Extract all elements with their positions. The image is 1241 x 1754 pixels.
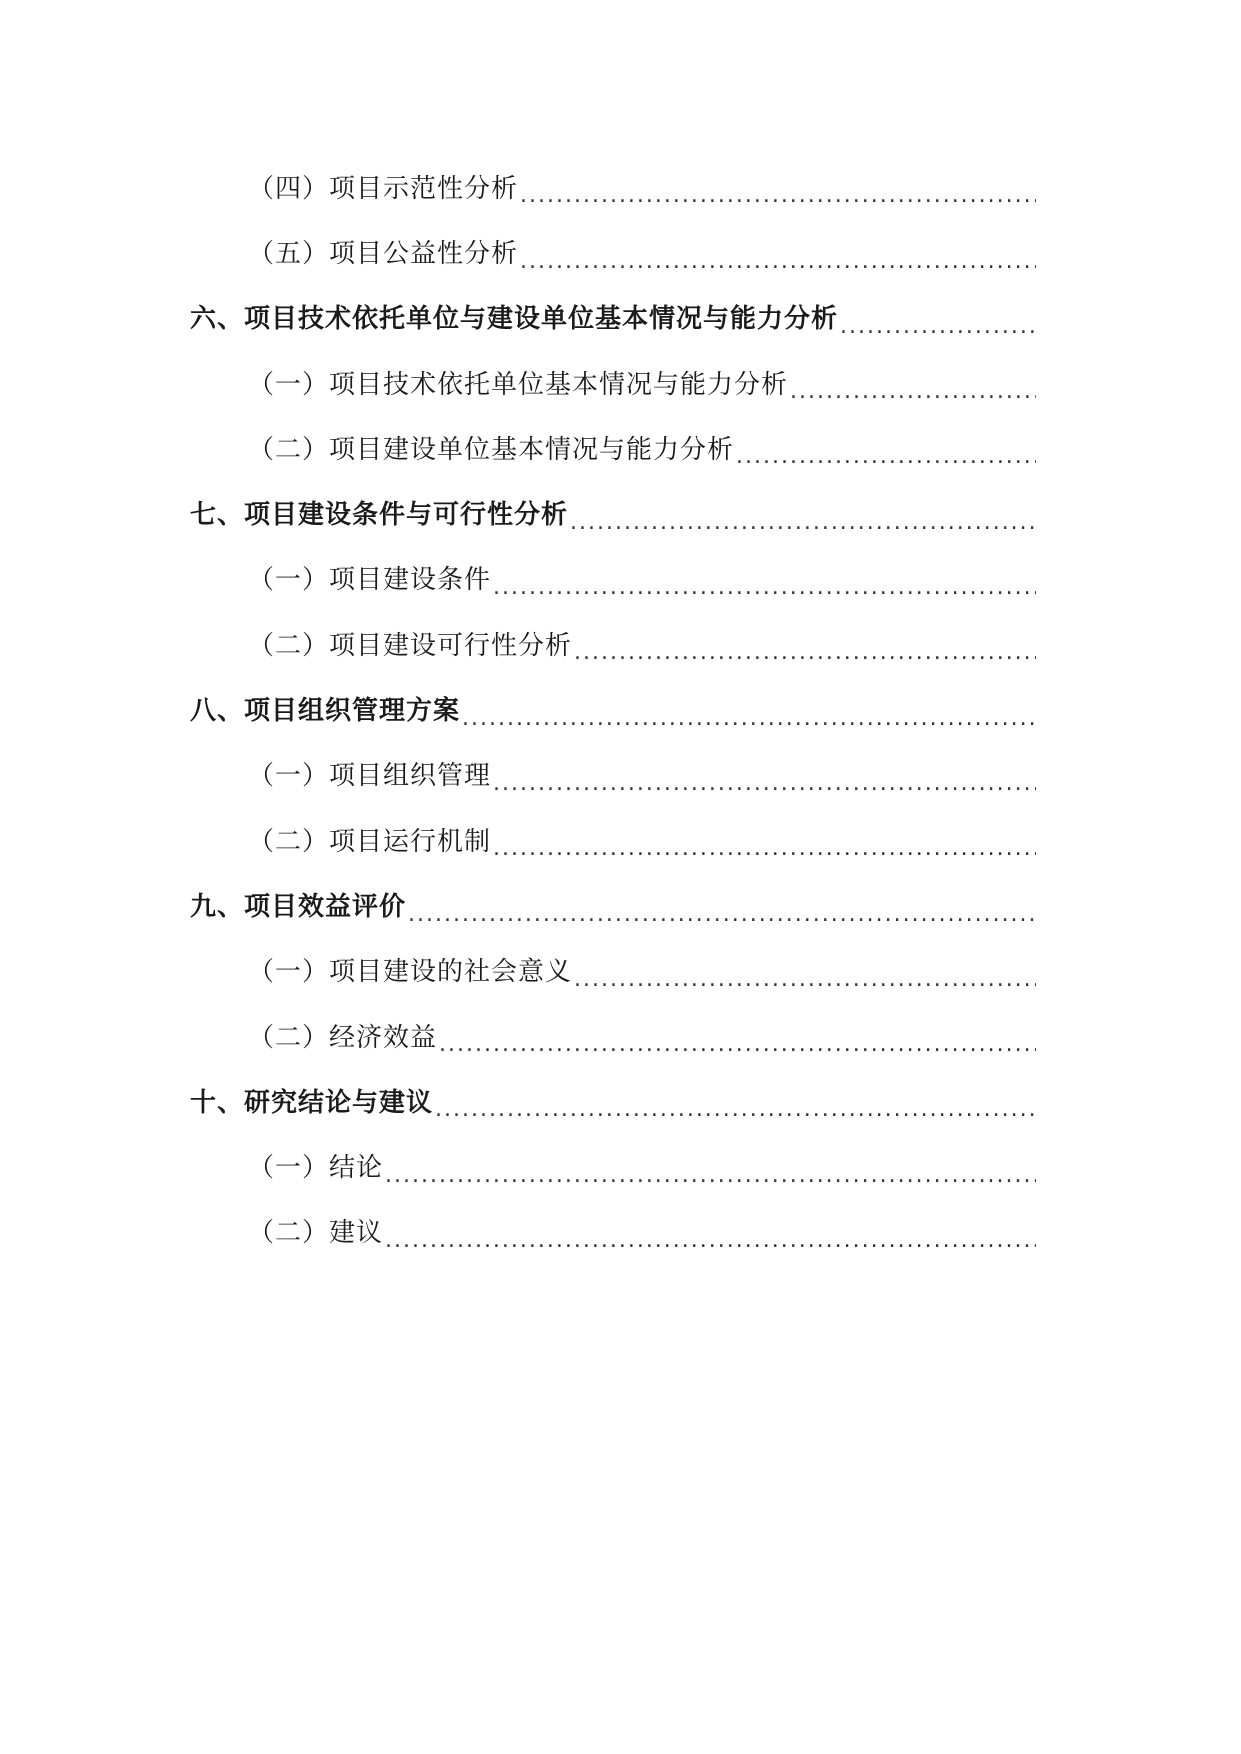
toc-entry-label: （四）项目示范性分析	[248, 173, 519, 204]
toc-entry-label: （二）项目建设单位基本情况与能力分析	[248, 434, 735, 465]
toc-entry[interactable]	[190, 1201, 1036, 1266]
dot-leader	[462, 708, 1036, 744]
dot-leader	[439, 1034, 1036, 1070]
toc-entry-label: （二）项目运行机制	[248, 826, 492, 857]
toc-entry-label: 八、项目组织管理方案	[190, 696, 461, 727]
toc-entry-label: （一）项目建设的社会意义	[248, 957, 573, 988]
toc-section-heading[interactable]	[190, 1070, 1036, 1135]
toc-entry[interactable]	[190, 940, 1036, 1005]
toc-entry-label: （一）项目技术依托单位基本情况与能力分析	[248, 369, 789, 400]
dot-leader	[493, 773, 1036, 809]
toc-entry-label: （一）项目建设条件	[248, 565, 492, 596]
dot-leader	[574, 642, 1036, 678]
toc-entry[interactable]	[190, 352, 1036, 417]
dot-leader	[435, 1099, 1036, 1135]
toc-entry-label: （二）经济效益	[248, 1022, 438, 1053]
toc-entry-label: （五）项目公益性分析	[248, 238, 519, 269]
dot-leader	[840, 316, 1036, 352]
dot-leader	[408, 904, 1036, 940]
dot-leader	[570, 512, 1036, 548]
dot-leader	[736, 446, 1036, 482]
toc-entry-label: （二）建议	[248, 1218, 384, 1249]
dot-leader	[574, 969, 1036, 1005]
toc-entry-label: 九、项目效益评价	[190, 891, 407, 922]
dot-leader	[520, 251, 1036, 287]
toc-entry-label: （一）项目组织管理	[248, 761, 492, 792]
dot-leader	[520, 185, 1036, 221]
toc-entry[interactable]	[190, 613, 1036, 678]
toc-entry-label: （一）结论	[248, 1153, 384, 1184]
toc-entry[interactable]	[190, 417, 1036, 482]
dot-leader	[385, 1230, 1036, 1266]
toc-entry[interactable]	[190, 744, 1036, 809]
table-of-contents	[190, 156, 1036, 1266]
toc-entry[interactable]	[190, 548, 1036, 613]
toc-entry-label: （二）项目建设可行性分析	[248, 630, 573, 661]
toc-section-heading[interactable]	[190, 678, 1036, 743]
toc-entry-label: 六、项目技术依托单位与建设单位基本情况与能力分析	[190, 304, 839, 335]
toc-entry[interactable]	[190, 221, 1036, 286]
toc-section-heading[interactable]	[190, 482, 1036, 547]
dot-leader	[493, 577, 1036, 613]
toc-entry[interactable]	[190, 809, 1036, 874]
toc-section-heading[interactable]	[190, 287, 1036, 352]
toc-entry-label: 七、项目建设条件与可行性分析	[190, 500, 569, 531]
toc-section-heading[interactable]	[190, 874, 1036, 939]
toc-entry-label: 十、研究结论与建议	[190, 1087, 434, 1118]
dot-leader	[385, 1165, 1036, 1201]
toc-entry[interactable]	[190, 156, 1036, 221]
toc-entry[interactable]	[190, 1135, 1036, 1200]
dot-leader	[493, 838, 1036, 874]
dot-leader	[790, 381, 1036, 417]
toc-entry[interactable]	[190, 1005, 1036, 1070]
